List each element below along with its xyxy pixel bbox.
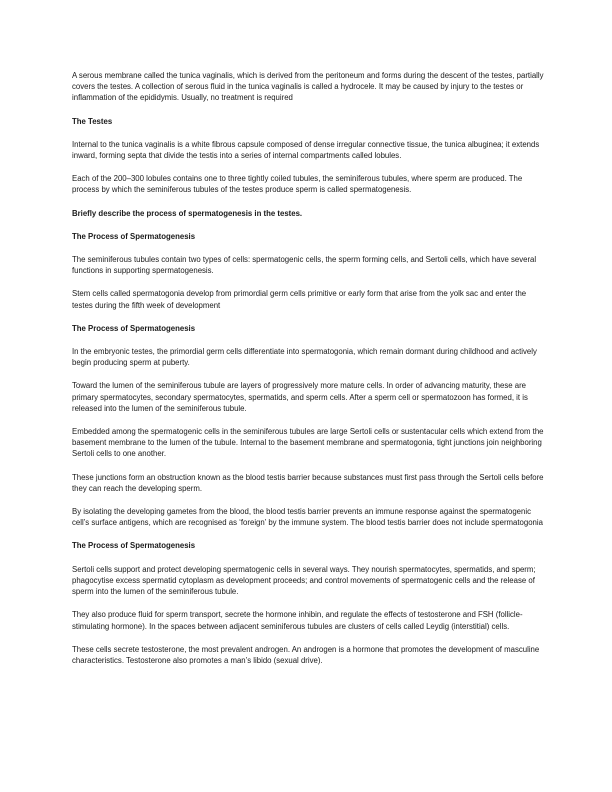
heading-process-1: The Process of Spermatogenesis: [72, 231, 196, 241]
heading-question: Briefly describe the process of spermatogenesis in the testes.: [72, 208, 303, 218]
heading-process-2: The Process of Spermatogenesis: [72, 323, 196, 333]
paragraph-blood-testis-barrier: These junctions form an obstruction known as the blood testis barrier because substances must first pass through the Sertoli cells before they can reach the developing sperm.: [72, 472, 544, 493]
paragraph-immune-response: By isolating the developing gametes from the blood, the blood testis barrier prevents an immune response against the spermatogenic cell’s surface antigens, which are recognised as ‘foreign’ by the immune system. The blood testis barrier does not include spermatogonia: [72, 507, 543, 528]
paragraph-cell-types: The seminiferous tubules contain two types of cells: spermatogenic cells, the sperm forming cells, and Sertoli cells, which have several functions in supporting spermatogenesis.: [72, 255, 537, 276]
heading-process-3: The Process of Spermatogenesis: [72, 541, 196, 551]
paragraph-fluid-hormones: They also produce fluid for sperm transport, secrete the hormone inhibin, and regulate the effects of testosterone and FSH (follicle-stimulating hormone). In the spaces between adjacent seminiferous tubules are clusters of cells called Leydig (interstitial) cells.: [72, 610, 523, 631]
paragraph-stem-cells: Stem cells called spermatogonia develop from primordial germ cells primitive or early form that arise from the yolk sac and enter the testes during the fifth week of development: [72, 289, 527, 310]
heading-the-testes: The Testes: [72, 116, 113, 126]
paragraph-lobules: Each of the 200–300 lobules contains one to three tightly coiled tubules, the seminiferous tubules, where sperm are produced. The process by which the seminiferous tubules of the testes produce sperm is called spermatogenesis.: [72, 174, 523, 195]
paragraph-tunica-vaginalis: A serous membrane called the tunica vaginalis, which is derived from the peritoneum and forms during the descent of the testes, partially covers the testes. A collection of serous fluid in the tunica vaginalis is called a hydrocele. It may be caused by injury to the testes or inflammation of the epididymis. Usually, no treatment is required: [72, 71, 544, 103]
document-page: [72, 70, 544, 678]
paragraph-tunica-albuginea: Internal to the tunica vaginalis is a white fibrous capsule composed of dense irregular connective tissue, the tunica albuginea; it extends inward, forming septa that divide the testis into a series of internal compartments called lobules.: [72, 139, 540, 161]
paragraph-embryonic-testes: In the embryonic testes, the primordial germ cells differentiate into spermatogonia, which remain dormant during childhood and actively begin producing sperm at puberty.: [72, 347, 537, 368]
paragraph-maturity-layers: Toward the lumen of the seminiferous tubule are layers of progressively more mature cells. In order of advancing maturity, these are primary spermatocytes, secondary spermatocytes, spermatids, and sperm cells. After a sperm cell or spermatozoon has formed, it is released into the lumen of the seminiferous tubule.: [72, 381, 528, 413]
paragraph-sertoli-support: Sertoli cells support and protect developing spermatogenic cells in several ways. They nourish spermatocytes, spermatids, and sperm; phagocytise excess spermatid cytoplasm as development proceeds; and control movements of spermatogenic cells and the release of sperm into the lumen of the seminiferous tubule.: [72, 564, 536, 597]
paragraph-sertoli-cells: Embedded among the spermatogenic cells in the seminiferous tubules are large Sertoli cells or sustentacular cells which extend from the basement membrane to the lumen of the tubule. Internal to the basement membrane and spermatogonia, tight junctions join neighboring Sertoli cells to one another.: [72, 427, 544, 459]
paragraph-testosterone: These cells secrete testosterone, the most prevalent androgen. An androgen is a hormone that promotes the development of masculine characteristics. Testosterone also promotes a man’s libido (sexual drive).: [72, 644, 540, 665]
